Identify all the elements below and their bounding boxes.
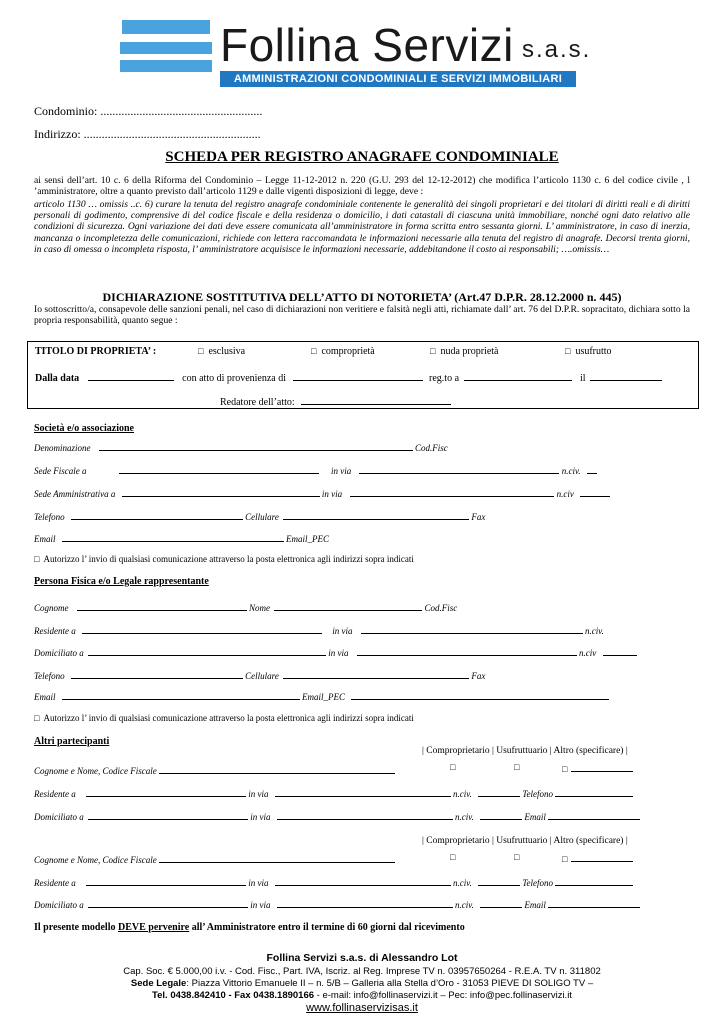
titolo-box [27,341,699,409]
societa-telefono-field[interactable] [71,510,243,520]
deadline-notice: Il presente modello DEVE pervenire all’ Amministratore entro il termine di 60 giorni dal ricevimento [34,922,465,933]
checkbox-icon[interactable]: □ [565,346,571,356]
logo-bar-2 [120,42,212,54]
comproprietario-checkbox-2[interactable]: □ [450,852,456,862]
persona-email-row: Email Email_PEC [34,690,609,702]
domiciliato-row: Domiciliato a in via n.civ [34,646,637,658]
altri-residente-via-field-2[interactable] [275,876,451,886]
nome-field[interactable] [274,601,422,611]
footer-website[interactable]: www.follinaservizisas.it [306,1002,418,1014]
altri-residente-via-field-1[interactable] [275,787,451,797]
altri-cognome-row-2: Cognome e Nome, Codice Fiscale [34,853,395,865]
footer-line1: Cap. Soc. € 5.000,00 i.v. - Cod. Fisc., Part. IVA, Iscriz. al Reg. Imprese TV n. 03957650264 - R.E.A. TV n. 311802 [123,966,601,977]
declaration-text: Io sottoscritto/a, consapevole delle sanzioni penali, nel caso di dichiarazioni non veritiere e falsità negli atti, richiamate dall’ art. 76 del D.P.R. sopracitato, dichiara sotto la propria responsabilità, quanto segue : [34,304,690,327]
comproprietario-checkbox-1[interactable]: □ [450,762,456,772]
persona-autorizzo-row[interactable]: □ Autorizzo l’ invio di qualsiasi comunicazione attraverso la posta elettronica agli indirizzi sopra indicati [34,713,414,723]
checkbox-icon[interactable]: □ [198,346,204,356]
domiciliato-via-field[interactable] [357,646,577,656]
altri-cognome-row-1: Cognome e Nome, Codice Fiscale [34,764,395,776]
persona-telefono-row: Telefono Cellulare Fax [34,671,486,681]
page-title: SCHEDA PER REGISTRO ANAGRAFE CONDOMINIALE [165,149,559,165]
usufruttuario-checkbox-2[interactable]: □ [514,852,520,862]
persona-pec-field[interactable] [351,690,609,700]
residente-field[interactable] [82,624,322,634]
cognome-field[interactable] [77,601,247,611]
sede-fiscale-civ-field[interactable] [587,464,597,474]
persona-telefono-field[interactable] [71,669,243,679]
societa-cellulare-field[interactable] [283,510,469,520]
il-field[interactable] [590,371,662,381]
dalla-data-row [35,371,662,384]
residente-row: Residente a in via n.civ. [34,626,604,636]
altri-email-field-1[interactable] [548,810,640,820]
altri-telefono-field-1[interactable] [555,787,633,797]
condominio-field[interactable]: Condominio: ...................................................... [34,104,263,118]
altri-domiciliato-row-1: Domiciliato a in via n.civ. Email [34,810,640,822]
dalla-data-field[interactable] [88,371,174,381]
domiciliato-civ-field[interactable] [603,646,637,656]
societa-section-title: Società e/o associazione [34,423,134,434]
reg-label: reg.to a [429,373,460,384]
declaration-title: DICHIARAZIONE SOSTITUTIVA DELL’ATTO DI NOTORIETA’ (Art.47 D.P.R. 28.12.2000 n. 445) [102,290,622,304]
altri-cognome-field-2[interactable] [159,853,395,863]
altri-email-field-2[interactable] [548,898,640,908]
redatore-row [220,395,451,408]
logo-brand: Follina Servizi [220,19,514,71]
altri-cognome-field-1[interactable] [159,764,395,774]
company-logo [120,16,610,88]
altri-domiciliato-row-2: Domiciliato a in via n.civ. Email [34,898,640,910]
sede-amm-field[interactable] [122,487,320,497]
checkbox-icon[interactable]: □ [311,346,317,356]
checkbox-icon[interactable]: □ [34,713,40,723]
sede-fiscale-via-field[interactable] [359,464,559,474]
provenienza-field[interactable] [293,371,423,381]
altri-residente-field-1[interactable] [86,787,246,797]
altri-residente-row-1: Residente a in via n.civ. Telefono [34,787,633,799]
checkbox-icon[interactable]: □ [34,554,40,564]
logo-suffix: s.a.s. [522,36,592,63]
altri-residente-civ-field-2[interactable] [478,876,520,886]
altri-residente-civ-field-1[interactable] [478,787,520,797]
altro-checkbox-2[interactable]: □ [562,852,633,864]
indirizzo-field[interactable]: Indirizzo: ........................................................... [34,127,261,141]
residente-via-field[interactable] [361,624,583,634]
redatore-field[interactable] [301,395,451,405]
footer-sede: Sede Legale: Piazza Vittorio Emanuele II – n. 5/B – Galleria alla Stella d’Oro - 31053 PIEVE DI SOLIGO TV – [130,978,594,989]
altri-domiciliato-field-1[interactable] [88,810,248,820]
altri-residente-row-2: Residente a in via n.civ. Telefono [34,876,633,888]
societa-email-field[interactable] [62,532,284,542]
altri-domiciliato-via-field-1[interactable] [277,810,453,820]
persona-email-field[interactable] [62,690,300,700]
denominazione-row: Denominazione Cod.Fisc [34,443,448,453]
article-text: articolo 1130 … omissis ..c. 6) curare la tenuta del registro anagrafe condominiale contenente le generalità dei singoli proprietari e dei titolari di diritti reali e di diritti personali di godimento, comprensive di del codice fiscale e della residenza o domicilio, i dati catastali di ciascuna unità immobiliare, nonché ogni dato relativo alle condizioni di sicurezza. Ogni variazione dei dati deve essere comunicata all’amministratore in forma scritta entro sessanta giorni. L’ amministratore, in caso di inerzia, mancanza o incompletezza delle comunicazioni, richiede con lettera raccomandata le informazioni necessarie alla tenuta del registro di anagrafe. Decorsi trenta giorni, in caso di omessa o incompleta risposta, l’ amministratore acquisisce le informazioni necessarie, addebitandone il costo ai responsabili; ….omissis… [34,199,690,255]
societa-email-row: Email Email_PEC [34,534,329,544]
altri-header-2: | Comproprietario | Usufruttuario | Altro (specificare) | [422,836,628,846]
denominazione-field[interactable] [99,441,413,451]
sede-fiscale-field[interactable] [119,464,319,474]
cognome-row: Cognome Nome Cod.Fisc [34,603,458,613]
sede-amm-civ-field[interactable] [580,487,610,497]
sede-amm-via-field[interactable] [350,487,554,497]
altri-domiciliato-civ-field-1[interactable] [480,810,522,820]
altri-domiciliato-civ-field-2[interactable] [480,898,522,908]
redatore-label: Redatore dell’atto: [220,397,295,408]
persona-section-title: Persona Fisica e/o Legale rappresentante [34,576,209,587]
reg-field[interactable] [464,371,572,381]
intro-text: ai sensi dell’art. 10 c. 6 della Riforma del Condominio – Legge 11-12-2012 n. 220 (G.U. 293 del 12-12-2012) che modifica l’articolo 1130 c. 6 del codice civile , l ’amministratore, oltre a quanto previsto dall’articolo 1129 e dalle vigenti disposizioni di legge, deve : [34,175,690,198]
altri-telefono-field-2[interactable] [555,876,633,886]
altro-field-2[interactable] [571,852,633,862]
checkbox-icon[interactable]: □ [430,346,436,356]
sede-amm-row: Sede Amministrativa a in via n.civ [34,487,610,499]
titolo-label: TITOLO DI PROPRIETA’ : [35,346,157,357]
societa-autorizzo-row[interactable]: □ Autorizzo l’ invio di qualsiasi comunicazione attraverso la posta elettronica agli indirizzi sopra indicati [34,554,414,564]
footer-company: Follina Servizi s.a.s. di Alessandro Lot [266,952,458,964]
altri-domiciliato-field-2[interactable] [88,898,248,908]
sede-fiscale-row: Sede Fiscale a in via n.civ. [34,464,597,476]
altri-section-title: Altri partecipanti [34,736,110,747]
usufruttuario-checkbox-1[interactable]: □ [514,762,520,772]
persona-cellulare-field[interactable] [283,669,469,679]
option-esclusiva[interactable]: □ esclusiva [198,346,246,357]
il-label: il [580,373,586,384]
societa-telefono-row: Telefono Cellulare Fax [34,512,486,522]
altri-residente-field-2[interactable] [86,876,246,886]
logo-bar-3 [120,60,212,72]
logo-bar-1 [122,20,210,34]
option-comproprieta[interactable]: □ comproprietà [311,346,375,357]
logo-tagline: AMMINISTRAZIONI CONDOMINIALI E SERVIZI IMMOBILIARI [220,71,576,87]
provenienza-label: con atto di provenienza di [182,373,287,384]
altro-checkbox-1[interactable]: □ [562,762,633,774]
dalla-data-label: Dalla data [35,373,80,384]
domiciliato-field[interactable] [88,646,326,656]
altro-field-1[interactable] [571,762,633,772]
footer-contacts: Tel. 0438.842410 - Fax 0438.1890166 - e-mail: info@follinaservizi.it – Pec: info@pec.follinaservizi.it [152,990,572,1001]
altri-domiciliato-via-field-2[interactable] [277,898,453,908]
altri-header-1: | Comproprietario | Usufruttuario | Altro (specificare) | [422,746,628,756]
option-usufrutto[interactable]: □ usufrutto [565,346,612,357]
option-nuda-proprieta[interactable]: □ nuda proprietà [430,346,499,357]
